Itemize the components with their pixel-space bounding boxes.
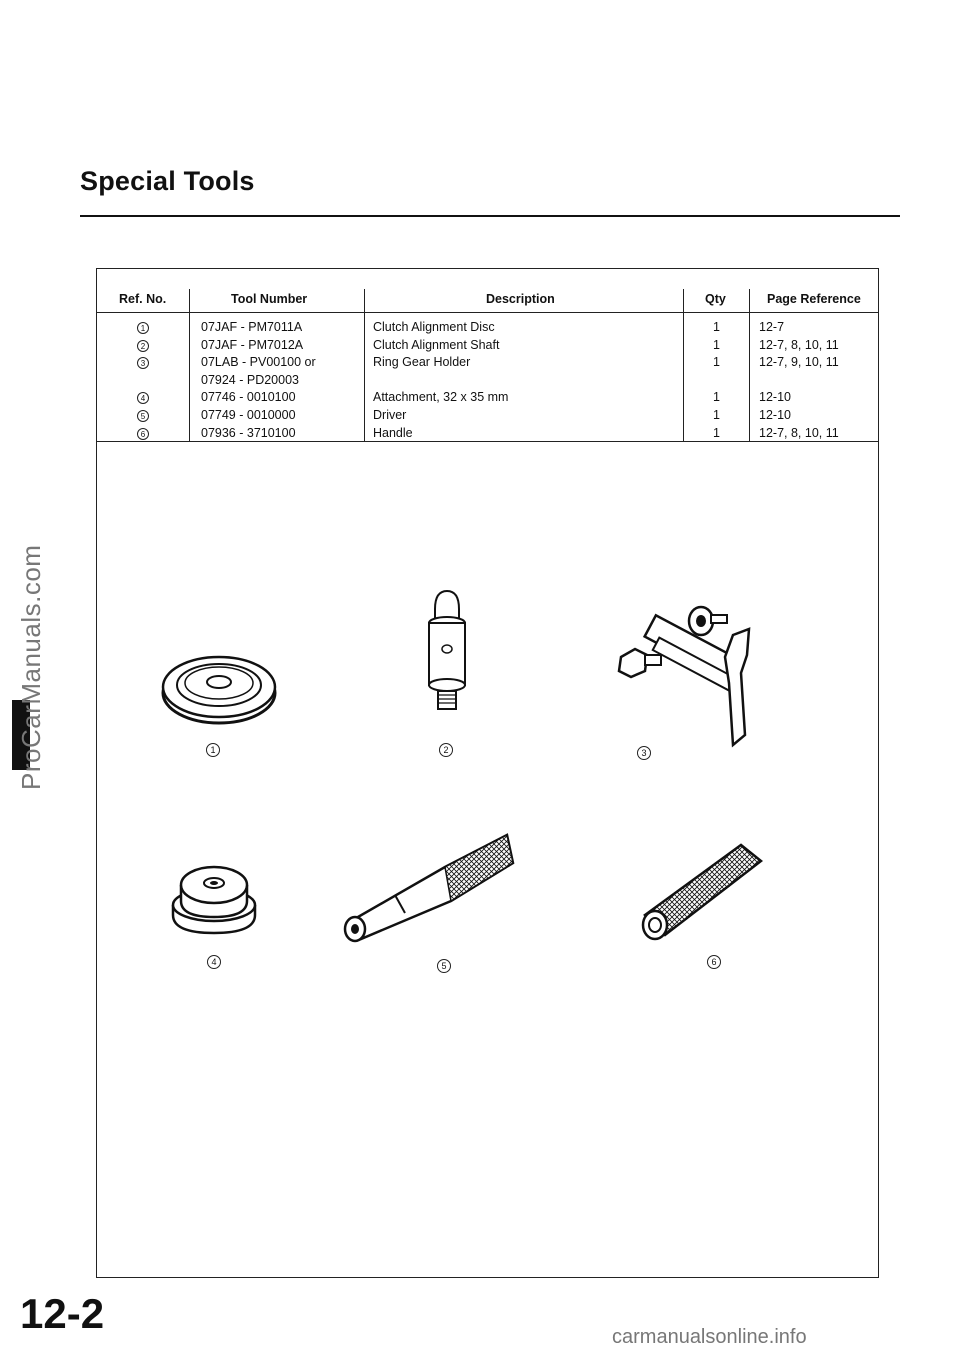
tools-frame [96, 268, 879, 1278]
qty-cell: 1 [713, 407, 720, 422]
ref-cell [97, 372, 189, 390]
page-reference-cell: 12-7 [759, 320, 785, 334]
description-column [373, 319, 508, 442]
description-cell [373, 372, 508, 390]
description-cell: Driver [373, 407, 407, 422]
description-cell: Clutch Alignment Shaft [373, 337, 500, 352]
header-ref-no: Ref. No. [119, 292, 167, 306]
tool-number-cell: 07746 - 0010100 [201, 390, 296, 405]
title-rule [80, 215, 900, 217]
ref-cell: 3 [97, 354, 189, 372]
side-watermark: ProCarManuals.com [16, 544, 46, 790]
header-tool-number: Tool Number [231, 292, 308, 306]
ref-column [97, 319, 189, 442]
page-reference-cell: 12-7, 8, 10, 11 [759, 337, 839, 352]
page-reference-cell: 12-7, 9, 10, 11 [759, 355, 839, 370]
header-description: Description [486, 292, 555, 306]
tool-number-cell: 07JAF - PM7012A [201, 337, 304, 352]
tool-label-4: 4 [207, 955, 221, 969]
page-reference-cell: 12-10 [759, 390, 791, 405]
qty-cell: 1 [713, 425, 720, 440]
qty-cell: 1 [713, 355, 720, 370]
attachment-illustration [169, 859, 259, 939]
tool-label-2: 2 [439, 743, 453, 757]
ref-cell: 6 [97, 425, 189, 443]
tool-number-cell: 07924 - PD20003 [201, 372, 299, 387]
description-cell: Clutch Alignment Disc [373, 320, 495, 334]
tool-label-3: 3 [637, 746, 651, 760]
qty-cell: 1 [713, 320, 720, 334]
qty-cell: 1 [713, 337, 720, 352]
tool-label-6: 6 [707, 955, 721, 969]
driver-illustration [339, 829, 517, 945]
ref-cell: 4 [97, 389, 189, 407]
tool-number-cell: 07749 - 0010000 [201, 407, 296, 422]
tool-number-cell: 07LAB - PV00100 or [201, 355, 316, 370]
tool-label-1: 1 [206, 743, 220, 757]
page-reference-cell: 12-10 [759, 407, 791, 422]
ref-cell: 1 [97, 319, 189, 337]
description-cell: Handle [373, 425, 413, 440]
page-number: 12-2 [20, 1290, 105, 1337]
tool-number-cell: 07JAF - PM7011A [201, 320, 303, 334]
tool-label-5: 5 [437, 959, 451, 973]
page-reference-cell: 12-7, 8, 10, 11 [759, 425, 839, 440]
header-page-reference: Page Reference [767, 292, 861, 306]
clutch-alignment-disc-illustration [159, 649, 279, 729]
description-cell: Attachment, 32 x 35 mm [373, 390, 509, 405]
ref-cell: 5 [97, 407, 189, 425]
ring-gear-holder-illustration [615, 595, 765, 745]
ref-cell: 2 [97, 337, 189, 355]
footer-watermark: carmanualsonline.info [612, 1326, 807, 1348]
tools-table [97, 269, 878, 442]
qty-cell: 1 [713, 390, 720, 405]
qty-column [713, 319, 720, 442]
page-reference-cell [759, 372, 839, 390]
page-title: Special Tools [80, 166, 255, 196]
tool-number-column [201, 319, 316, 442]
qty-cell [713, 372, 720, 390]
header-qty: Qty [705, 292, 726, 306]
clutch-alignment-shaft-illustration [422, 587, 472, 717]
page-reference-column [759, 319, 839, 442]
description-cell: Ring Gear Holder [373, 355, 471, 370]
header-rule [97, 312, 878, 313]
tool-number-cell: 07936 - 3710100 [201, 425, 296, 440]
handle-illustration [637, 837, 765, 941]
